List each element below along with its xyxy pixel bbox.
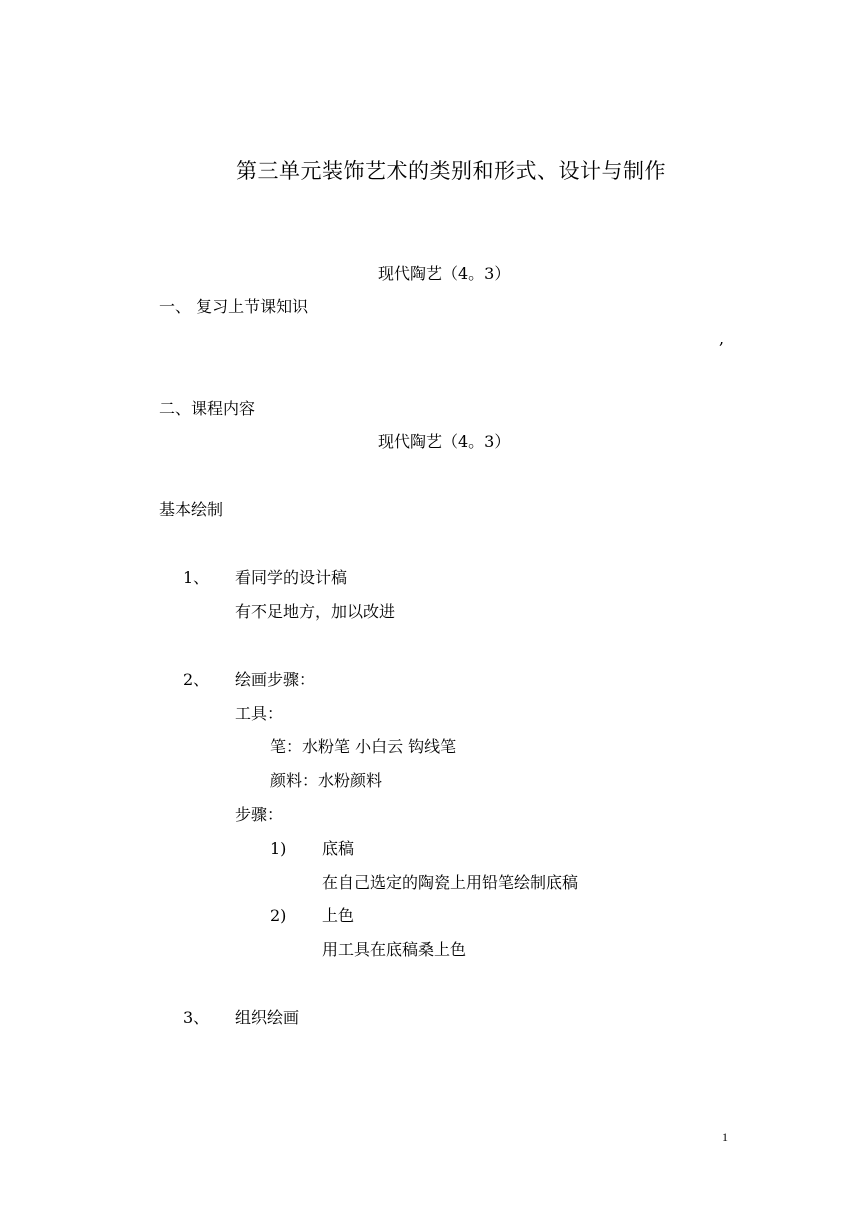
item-number: 1、	[183, 568, 210, 587]
step-label: 底稿	[322, 839, 355, 858]
step-number: 1)	[270, 839, 287, 858]
tools-brushes: 笔：水粉笔 小白云 钩线笔	[270, 737, 457, 756]
step-label: 上色	[322, 906, 355, 925]
item-detail: 有不足地方，加以改进	[235, 602, 396, 621]
item-label: 看同学的设计稿	[235, 568, 348, 587]
item-label: 绘画步骤：	[235, 670, 316, 689]
item-number: 2、	[183, 670, 210, 689]
lesson-subtitle: 现代陶艺（4。3）	[378, 264, 511, 283]
section-review-heading: 一、 复习上节课知识	[159, 297, 309, 316]
lesson-subtitle-repeat: 现代陶艺（4。3）	[378, 432, 511, 451]
step-detail: 用工具在底稿桑上色	[322, 940, 467, 959]
stray-comma-mark: ,	[719, 329, 725, 348]
step-detail: 在自己选定的陶瓷上用铅笔绘制底稿	[322, 873, 579, 892]
page-number: 1	[722, 1130, 728, 1144]
basic-drawing-heading: 基本绘制	[159, 500, 224, 519]
item-label: 组织绘画	[235, 1008, 300, 1027]
document-title: 第三单元装饰艺术的类别和形式、设计与制作	[236, 159, 666, 183]
step-number: 2)	[270, 906, 287, 925]
section-content-heading: 二、课程内容	[159, 399, 256, 418]
tools-paints: 颜料：水粉颜料	[270, 771, 383, 790]
steps-label: 步骤：	[235, 805, 284, 824]
item-number: 3、	[183, 1008, 210, 1027]
tools-label: 工具：	[235, 704, 284, 723]
